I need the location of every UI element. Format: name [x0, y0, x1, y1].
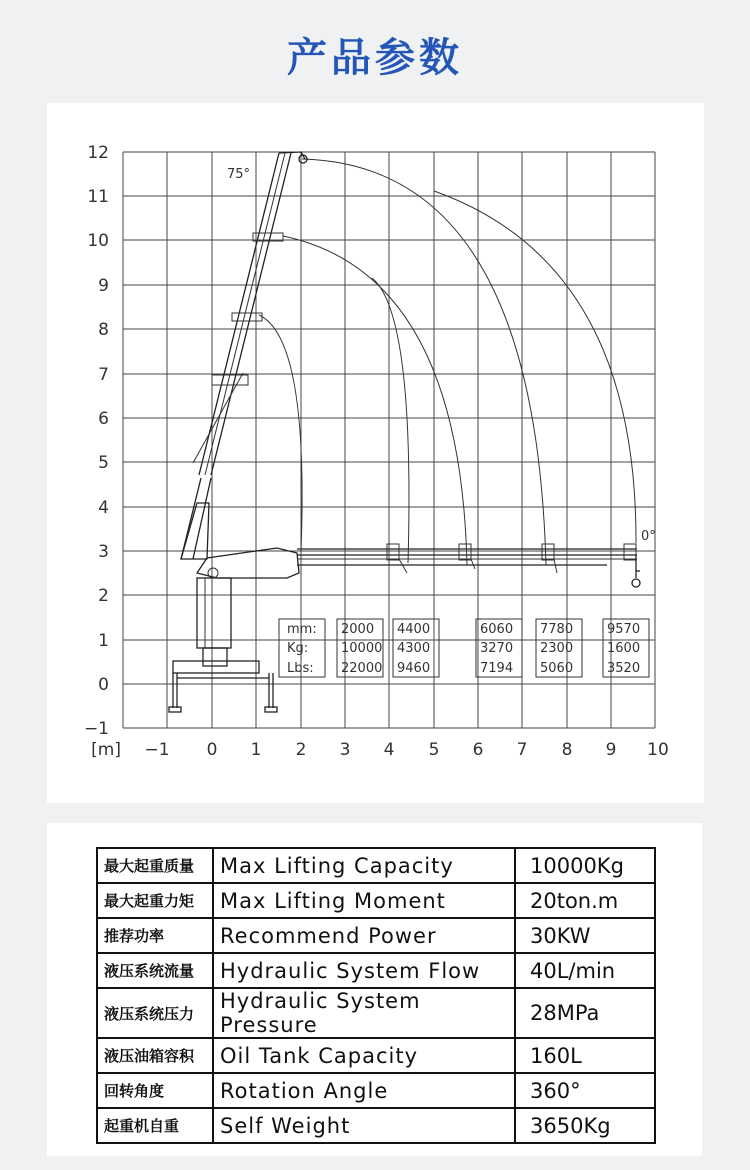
angle-0-label: 0° — [641, 529, 656, 544]
y-tick: 1 — [98, 631, 109, 651]
specs-panel — [47, 823, 702, 1156]
load-row-label: Lbs: — [287, 661, 314, 676]
spec-value: 30KW — [515, 918, 655, 953]
table-row — [97, 1038, 655, 1073]
spec-value: 40L/min — [515, 953, 655, 988]
x-tick: 0 — [206, 740, 218, 760]
spec-cn-label: 液压系统流量 — [97, 953, 213, 988]
reach-arcs — [259, 159, 636, 565]
x-tick: 4 — [383, 740, 395, 760]
spec-cn-label: 起重机自重 — [97, 1108, 213, 1143]
y-axis — [84, 143, 109, 739]
x-tick: 2 — [295, 740, 307, 760]
load-mm: 2000 — [341, 622, 375, 637]
crane-boom-raised — [181, 152, 307, 559]
crane-boom-horizontal — [297, 544, 640, 587]
y-tick: 4 — [98, 498, 109, 518]
load-lbs: 3520 — [607, 661, 641, 676]
x-axis — [91, 740, 669, 760]
spec-cn-label: 回转角度 — [97, 1073, 213, 1108]
x-tick: 10 — [647, 740, 669, 760]
grid — [123, 152, 655, 728]
spec-cn-label: 最大起重质量 — [97, 848, 213, 883]
x-tick: 1 — [250, 740, 262, 760]
y-tick: 0 — [98, 675, 109, 695]
y-tick: 6 — [98, 409, 109, 429]
spec-en-label: Oil Tank Capacity — [213, 1038, 515, 1073]
y-tick: 10 — [87, 231, 109, 251]
reach-arc-4 — [302, 159, 546, 565]
y-tick: 3 — [98, 542, 109, 562]
load-mm: 9570 — [607, 622, 641, 637]
y-tick: 9 — [98, 276, 109, 296]
spec-value: 3650Kg — [515, 1108, 655, 1143]
y-tick: 7 — [98, 365, 109, 385]
load-lbs: 9460 — [397, 661, 431, 676]
load-mm: 6060 — [480, 622, 514, 637]
spec-value: 360° — [515, 1073, 655, 1108]
spec-en-label: Self Weight — [213, 1108, 515, 1143]
spec-cn-label: 液压系统压力 — [97, 988, 213, 1038]
y-tick: 2 — [98, 586, 109, 606]
x-tick: 9 — [605, 740, 617, 760]
reach-arc-2 — [372, 278, 409, 563]
page-title: 产品参数 — [287, 35, 463, 81]
table-row — [97, 883, 655, 918]
reach-arc-1 — [259, 315, 302, 551]
table-row — [97, 918, 655, 953]
y-tick: 12 — [87, 143, 109, 163]
specs-table — [96, 847, 656, 1144]
load-kg: 3270 — [480, 641, 514, 656]
spec-en-label: Max Lifting Moment — [213, 883, 515, 918]
table-row — [97, 1108, 655, 1143]
y-tick: 8 — [98, 320, 109, 340]
spec-cn-label: 推荐功率 — [97, 918, 213, 953]
load-table — [279, 619, 649, 677]
load-kg: 4300 — [397, 641, 431, 656]
spec-en-label: Hydraulic System Pressure — [213, 988, 515, 1038]
x-axis-unit: [m] — [91, 740, 121, 760]
spec-en-label: Rotation Angle — [213, 1073, 515, 1108]
load-row-label: Kg: — [287, 641, 309, 656]
spec-en-label: Hydraulic System Flow — [213, 953, 515, 988]
x-tick: −1 — [144, 740, 170, 760]
spec-cn-label: 最大起重力矩 — [97, 883, 213, 918]
y-tick: −1 — [83, 719, 109, 739]
spec-value: 10000Kg — [515, 848, 655, 883]
angle-75-label: 75° — [227, 167, 251, 182]
crane-working-range-diagram — [47, 103, 704, 803]
load-kg: 10000 — [341, 641, 383, 656]
load-mm: 4400 — [397, 622, 431, 637]
load-lbs: 22000 — [341, 661, 383, 676]
reach-arc-5 — [434, 191, 636, 543]
x-tick: 8 — [561, 740, 573, 760]
load-row-label: mm: — [287, 622, 317, 637]
spec-cn-label: 液压油箱容积 — [97, 1038, 213, 1073]
x-tick: 6 — [472, 740, 484, 760]
spec-value: 160L — [515, 1038, 655, 1073]
load-kg: 1600 — [607, 641, 641, 656]
table-row — [97, 1073, 655, 1108]
table-row — [97, 848, 655, 883]
y-tick: 11 — [87, 187, 109, 207]
x-tick: 7 — [516, 740, 528, 760]
x-tick: 5 — [428, 740, 440, 760]
table-row — [97, 953, 655, 988]
load-kg: 2300 — [540, 641, 574, 656]
load-lbs: 5060 — [540, 661, 574, 676]
table-row — [97, 988, 655, 1038]
load-mm: 7780 — [540, 622, 574, 637]
spec-en-label: Recommend Power — [213, 918, 515, 953]
y-tick: 5 — [98, 453, 109, 473]
load-lbs: 7194 — [480, 661, 514, 676]
spec-value: 20ton.m — [515, 883, 655, 918]
diagram-panel — [47, 103, 704, 803]
spec-value: 28MPa — [515, 988, 655, 1038]
x-tick: 3 — [339, 740, 351, 760]
spec-en-label: Max Lifting Capacity — [213, 848, 515, 883]
